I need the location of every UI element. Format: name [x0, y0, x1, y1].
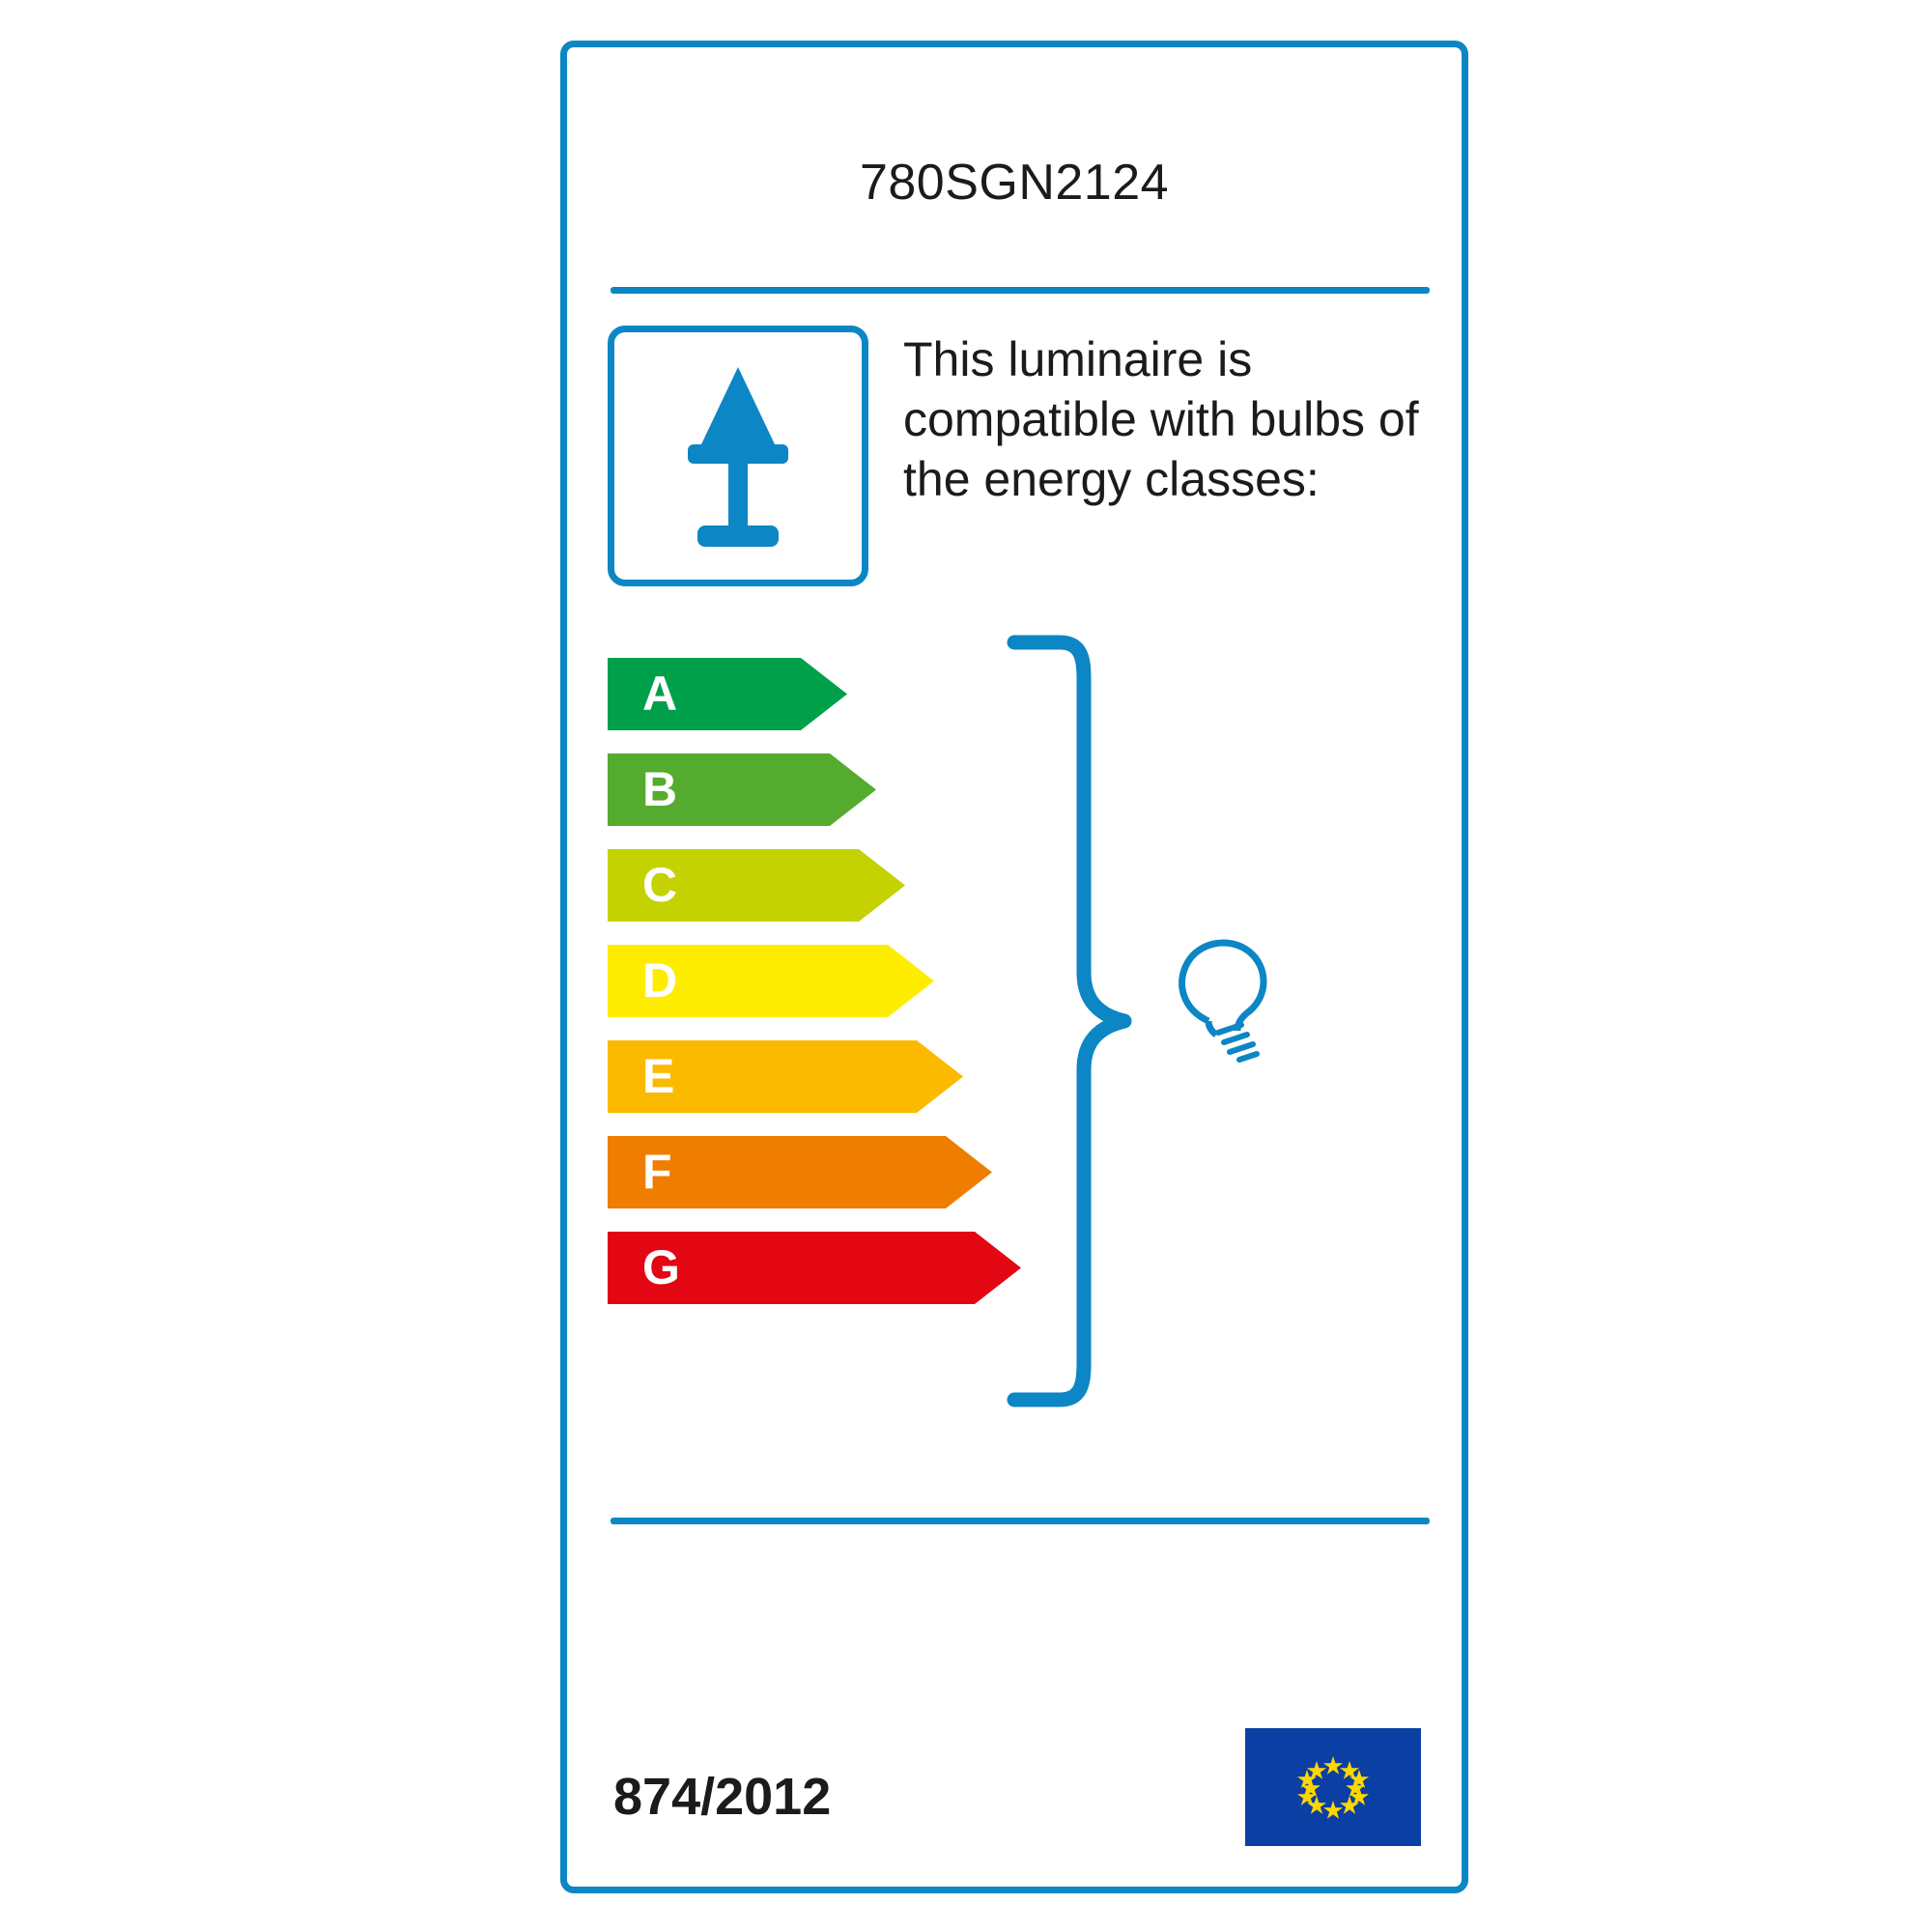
brace-icon	[1007, 635, 1132, 1407]
energy-class-letter: D	[642, 953, 678, 1008]
table-lamp-icon	[614, 332, 862, 580]
energy-label-card	[560, 41, 1468, 1893]
energy-class-letter: A	[642, 667, 678, 721]
energy-class-letter: F	[642, 1145, 672, 1199]
model-code: 780SGN2124	[859, 155, 1170, 211]
energy-class-letter: G	[642, 1240, 680, 1294]
energy-class-row	[608, 1040, 994, 1113]
energy-class-letter: E	[642, 1049, 675, 1103]
divider-top	[611, 287, 1430, 294]
energy-class-row	[608, 1136, 994, 1208]
lamp-icon-box	[608, 326, 868, 586]
energy-class-row	[608, 658, 994, 730]
energy-class-row	[608, 945, 994, 1017]
divider-bottom	[611, 1518, 1430, 1524]
eu-flag-icon	[1245, 1728, 1421, 1846]
energy-class-letter: B	[642, 762, 678, 816]
energy-class-row	[608, 1232, 994, 1304]
energy-class-bars	[608, 658, 994, 1304]
compatibility-text: This luminaire is compatible with bulbs of the energy classes:	[903, 332, 1419, 506]
energy-class-letter: C	[642, 858, 678, 912]
energy-class-row	[608, 849, 994, 922]
energy-class-row	[608, 753, 994, 826]
light-bulb-icon	[1147, 917, 1301, 1071]
regulation-number: 874/2012	[613, 1768, 832, 1826]
